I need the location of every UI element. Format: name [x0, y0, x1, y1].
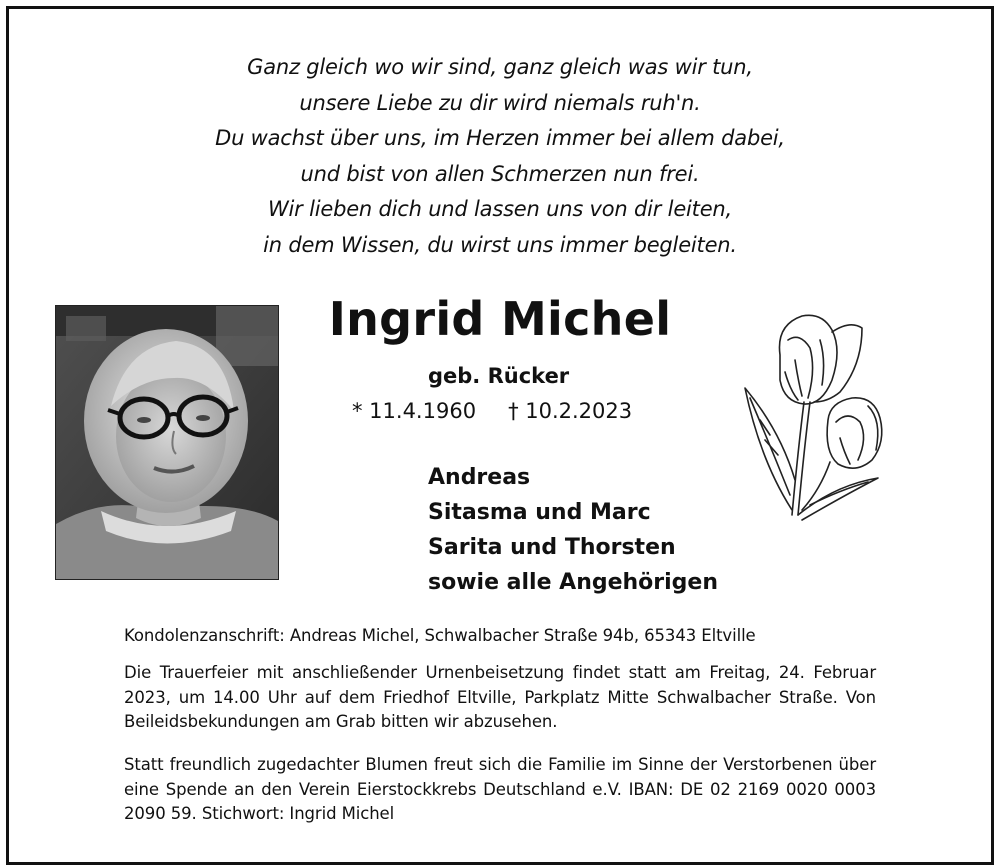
donation-notice: [124, 753, 876, 827]
life-dates: [352, 399, 632, 423]
donation-text: Statt freundlich zugedachter Blumen freut sich die Familie im Sinne der Verstorbenen über eine Spende an den Verein Eierstockkrebs Deutschland e.V. IBAN: DE 02 2169 0020 0003 2090 59. Stichwort: Ingrid Michel: [124, 755, 876, 823]
ceremony-text: Die Trauerfeier mit anschließender Urnenbeisetzung findet statt am Freitag, 24. Februar 2023, um 14.00 Uhr auf dem Friedhof Eltville, Parkplatz Mitte Schwalbacher Straße. Von Beileidsbekundungen am Grab bitten wir abzusehen.: [124, 663, 876, 731]
birth-date: * 11.4.1960: [352, 399, 477, 423]
poem-line: in dem Wissen, du wirst uns immer begleiten.: [263, 232, 737, 257]
mourners-list: [428, 460, 718, 600]
deceased-name: Ingrid Michel: [328, 292, 672, 346]
poem-line: unsere Liebe zu dir wird niemals ruh'n.: [299, 90, 701, 115]
mourner: sowie alle Angehörigen: [428, 570, 719, 595]
poem-line: Wir lieben dich und lassen uns von dir leiten,: [267, 197, 733, 221]
poem: [0, 50, 1000, 263]
poem-line: und bist von allen Schmerzen nun frei.: [300, 161, 700, 186]
address-text: Kondolenzanschrift: Andreas Michel, Schwalbacher Straße 94b, 65343 Eltville: [124, 626, 756, 645]
mourner: Sitasma und Marc: [428, 500, 651, 525]
mourner: Sarita und Thorsten: [428, 535, 676, 560]
death-date: † 10.2.2023: [508, 399, 633, 423]
tulip-drawing: [740, 310, 890, 525]
mourner: Andreas: [428, 465, 531, 490]
ceremony-notice: [124, 661, 876, 735]
poem-line: Ganz gleich wo wir sind, ganz gleich was wir tun,: [247, 55, 753, 79]
birth-name: geb. Rücker: [428, 364, 570, 388]
poem-line: Du wachst über uns, im Herzen immer bei allem dabei,: [215, 126, 785, 150]
portrait-photo: [55, 305, 279, 580]
condolence-address: [124, 624, 876, 649]
